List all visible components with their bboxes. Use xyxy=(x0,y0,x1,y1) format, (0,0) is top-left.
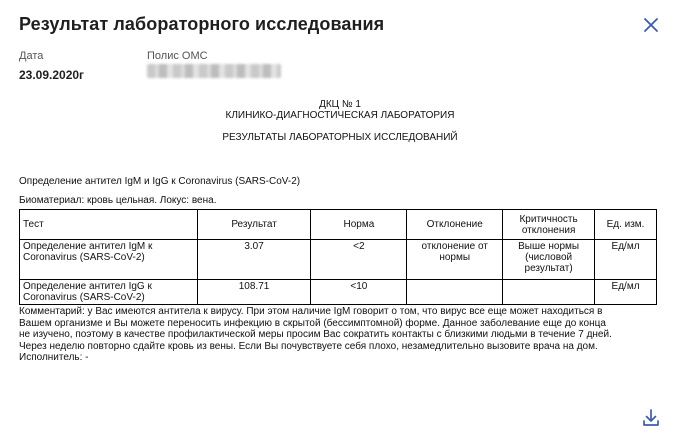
date-value: 23.09.2020г xyxy=(19,68,85,82)
cell-deviation xyxy=(407,280,503,305)
table-row xyxy=(20,280,657,305)
org-name: ДКЦ № 1 xyxy=(319,99,361,110)
header-norm: Норма xyxy=(311,210,407,240)
cell-result: 3.07 xyxy=(197,240,311,280)
cell-criticality: Выше нормы (числовой результат) xyxy=(503,240,595,280)
policy-label: Полис ОМС xyxy=(147,50,208,62)
cell-criticality xyxy=(503,280,595,305)
date-label: Дата xyxy=(19,50,44,62)
header-criticality: Критичность отклонения xyxy=(503,210,595,240)
header-test: Тест xyxy=(20,210,198,240)
cell-unit: Ед/мл xyxy=(595,240,657,280)
cell-result: 108.71 xyxy=(197,280,311,305)
comment-text: Комментарий: у Вас имеются антитела к вирусу. При этом наличие IgM говорит о том, что вирус все еще может находиться в Вашем организме и Вы можете переносить инфекцию в скрытой (бессимптомной) форме. Данное заболевание еще до конца не изучено, поэтому в качестве профилактической меры просим Вас сократить контакты с близкими людьми в течение 7 дней. Через неделю повторно сдайте кровь из вены. Если Вы почувствуете себя плохо, незамедлительно вызовите врача на дом. xyxy=(19,306,612,352)
header-result: Результат xyxy=(197,210,311,240)
cell-norm: <2 xyxy=(311,240,407,280)
table-row xyxy=(20,240,657,280)
modal-title: Результат лабораторного исследования xyxy=(19,14,385,34)
results-heading: РЕЗУЛЬТАТЫ ЛАБОРАТОРНЫХ ИССЛЕДОВАНИЙ xyxy=(222,132,458,143)
cell-test: Определение антител IgM к Coronavirus (SARS-CoV-2) xyxy=(20,240,198,280)
header-deviation: Отклонение xyxy=(407,210,503,240)
results-table xyxy=(19,209,657,305)
comment-block xyxy=(19,306,614,364)
cell-unit: Ед/мл xyxy=(595,280,657,305)
cell-test: Определение антител IgG к Coronavirus (SARS-CoV-2) xyxy=(20,280,198,305)
download-icon[interactable] xyxy=(641,408,661,428)
test-name: Определение антител IgM и IgG к Coronavirus (SARS-CoV-2) xyxy=(19,176,301,187)
policy-value-redacted xyxy=(147,64,281,78)
biomaterial: Биоматериал: кровь цельная. Локус: вена. xyxy=(19,195,217,206)
close-icon[interactable] xyxy=(640,14,662,36)
header-unit: Ед. изм. xyxy=(595,210,657,240)
cell-deviation: отклонение от нормы xyxy=(407,240,503,280)
executor: Исполнитель: - xyxy=(19,352,89,364)
lab-name: КЛИНИКО-ДИАГНОСТИЧЕСКАЯ ЛАБОРАТОРИЯ xyxy=(225,110,455,121)
cell-norm: <10 xyxy=(311,280,407,305)
